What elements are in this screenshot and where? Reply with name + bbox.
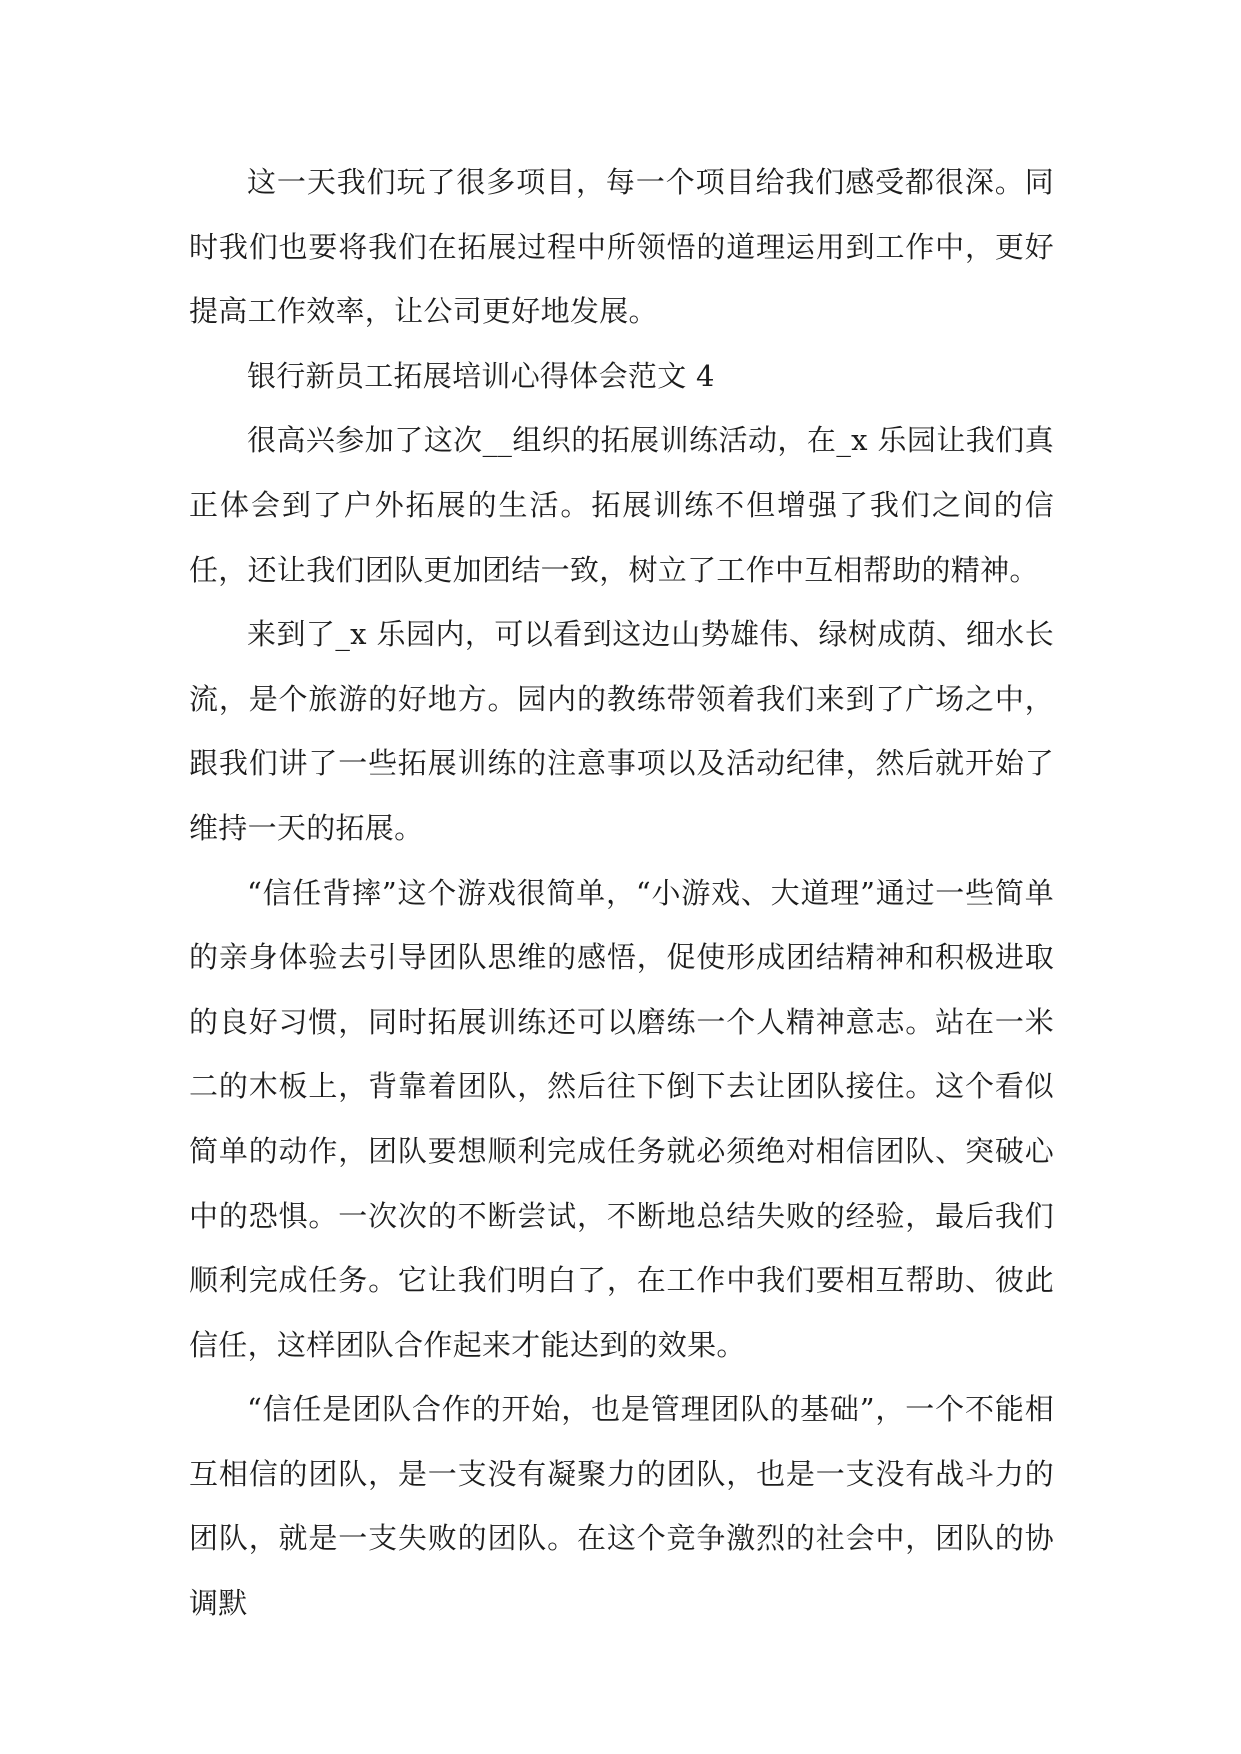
document-body	[189, 150, 1054, 1636]
paragraph: 很高兴参加了这次__组织的拓展训练活动，在_x 乐园让我们真正体会到了户外拓展的生活。拓展训练不但增强了我们之间的信任，还让我们团队更加团结一致，树立了工作中互相帮助的精神。	[189, 423, 1054, 587]
section-heading: 银行新员工拓展培训心得体会范文 4	[247, 358, 715, 393]
paragraph: “信任是团队合作的开始，也是管理团队的基础”，一个不能相互相信的团队，是一支没有凝聚力的团队，也是一支没有战斗力的团队，就是一支失败的团队。在这个竞争激烈的社会中，团队的协调默	[189, 1392, 1054, 1621]
paragraph: 这一天我们玩了很多项目，每一个项目给我们感受都很深。同时我们也要将我们在拓展过程中所领悟的道理运用到工作中，更好提高工作效率，让公司更好地发展。	[189, 165, 1054, 329]
paragraph: “信任背摔”这个游戏很简单，“小游戏、大道理”通过一些简单的亲身体验去引导团队思维的感悟，促使形成团结精神和积极进取的良好习惯，同时拓展训练还可以磨练一个人精神意志。站在一米二的木板上，背靠着团队，然后往下倒下去让团队接住。这个看似简单的动作，团队要想顺利完成任务就必须绝对相信团队、突破心中的恐惧。一次次的不断尝试，不断地总结失败的经验，最后我们顺利完成任务。它让我们明白了，在工作中我们要相互帮助、彼此信任，这样团队合作起来才能达到的效果。	[189, 875, 1054, 1362]
paragraph: 来到了_x 乐园内，可以看到这边山势雄伟、绿树成荫、细水长流，是个旅游的好地方。园内的教练带领着我们来到了广场之中，跟我们讲了一些拓展训练的注意事项以及活动纪律，然后就开始了维持一天的拓展。	[189, 617, 1054, 845]
